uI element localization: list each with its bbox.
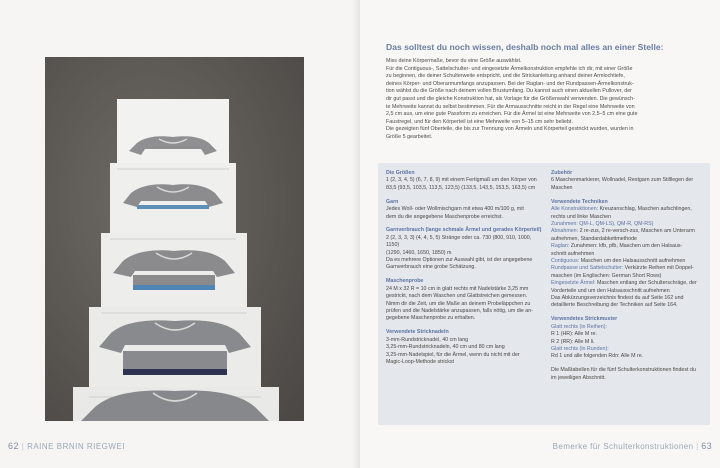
info-text: Verkürzte Reihen mit Doppel-: [623, 265, 694, 272]
info-text: Garnverbrauch eine grobe Schätzung.: [386, 264, 476, 271]
board-1: [117, 99, 229, 169]
intro-line: Die gezeigten fünf Oberteile, die bis zur Trennung von Ärmeln und Körperteil gestrickt wurden, wurden in: [386, 126, 634, 133]
info-subheading: Verwendetes Strickmuster: [551, 316, 618, 323]
info-subheading: Garn: [386, 198, 399, 205]
sweater-4-band: [123, 369, 227, 375]
info-line: [386, 206, 544, 213]
info-text: maschen (im Englischen: German Short Rows): [551, 272, 662, 279]
info-line: [551, 353, 709, 360]
info-text: im jeweiligen Abschnitt.: [551, 374, 606, 381]
info-subheading: Maschenprobe: [386, 278, 424, 285]
info-text: R 1 (HR): Alle M re.: [551, 331, 597, 338]
info-line: [551, 367, 709, 374]
page-number-right: 63: [701, 441, 712, 451]
info-line: [551, 177, 709, 184]
info-text: gestrickt, nach dem Waschen und Glattstreichen gemessen.: [386, 293, 528, 300]
info-subheading: Zubehör: [551, 170, 573, 176]
info-label: Contiguous:: [551, 257, 580, 264]
info-text: schnitt aufnehmen: [551, 250, 595, 257]
page-number-left: 62: [8, 441, 20, 451]
info-line: [386, 293, 544, 300]
intro-line: tion wählst du die Größe nach deinem vollen Brustumfang. Du kannst auch einen aktuellen Pullover, der: [386, 88, 632, 95]
sweater-3-stripe: [133, 285, 215, 290]
info-line: [386, 315, 544, 322]
section-heading: Das solltest du noch wissen, deshalb noch mal alles an einer Stelle:: [386, 42, 664, 52]
info-line: [551, 206, 709, 213]
info-text: 3,25-mm-Rundstricknadeln, 40 cm und 80 cm lang: [386, 344, 505, 351]
info-line: [386, 337, 544, 344]
info-text: Jedes Woll- oder Wollmischgarn mit etwa 400 m/100 g, mit: [386, 206, 524, 213]
info-text: Maschen: [551, 184, 573, 191]
info-text: 3-mm-Rundstricknadel, 40 cm lang: [386, 336, 469, 343]
intro-line: Für die Contiguous-, Sattelschulter- und eingesetzte Ärmelkonstruktion empfehle ich dir, mit einer Größe: [386, 65, 633, 72]
info-line: [551, 228, 709, 235]
footer-left: 62 | RAINE BRNIN RIEGWEI: [8, 441, 126, 451]
intro-line: te Mehrweite kannst du selbst bestimmen. Für die Armausschnitte reicht in der Regel eine Mehrweite von: [386, 103, 635, 110]
info-line: [386, 308, 544, 315]
sweater-photo: [45, 57, 304, 421]
sweater-2-stripe: [137, 205, 209, 209]
info-line: [551, 221, 709, 228]
info-line: [386, 214, 544, 221]
info-line: [386, 301, 544, 308]
info-label: Glatt rechts (in Runden):: [551, 345, 609, 352]
info-label: Zunahmen: QM-L, QM-LS), QM-R, QM-RS): [551, 220, 654, 227]
intro-line: 2,5 cm aus, um eine gute Passform zu erreichen. Für die Ärmel ist eine Mehrweite von 2,5–5 cm eine gute: [386, 111, 638, 118]
book-title: RAINE BRNIN RIEGWEI: [27, 442, 126, 451]
info-subheading: Verwendete Techniken: [551, 198, 608, 205]
info-line: [551, 339, 709, 346]
info-text: aufnehmen, Standardabkettmethode: [551, 235, 637, 242]
info-text: dem du die angegebene Maschenprobe erreichst.: [386, 213, 503, 220]
info-column-left: [386, 170, 544, 366]
info-line: [551, 265, 709, 272]
info-text: Magic-Loop-Methode strickst: [386, 358, 455, 365]
info-subheading: Die Größen: [386, 170, 415, 176]
info-line: [551, 214, 709, 221]
info-text: gegebene Maschenprobe zu erhalten.: [386, 315, 476, 322]
intro-line: Faustregel, und für den Körperteil ist eine Mehrweite von 5–15 cm sehr beliebt.: [386, 118, 573, 125]
info-text: 2 re-zus, 2 re-versch-zus, Maschen am Unterarm: [578, 228, 695, 235]
info-line: [386, 257, 544, 264]
info-line: [386, 250, 544, 257]
info-text: 2 (2, 3, 3, 3) (4, 4, 5, 5) Stränge oder ca. 730 (800, 910, 1000, 1150): [386, 234, 532, 249]
section-title-footer: Bemerke für Schulterkonstruktionen: [552, 442, 694, 451]
info-line: [551, 236, 709, 243]
footer-right: Bemerke für Schulterkonstruktionen | 63: [552, 441, 712, 451]
info-text: Maschen entlang der Schulterschräge, der: [595, 280, 697, 287]
info-text: Die Maßtabellen für die fünf Schulterkonstruktionen findest du: [551, 367, 696, 374]
info-text: detaillierte Beschreibung der Techniken auf Seite 164.: [551, 302, 678, 309]
info-line: [551, 288, 709, 295]
info-line: [551, 258, 709, 265]
info-label: Eingesetzte Ärmel:: [551, 280, 596, 287]
info-text: 6 Maschenmarkierer, Wollnadel, Restgarn zum Stilllegen der: [551, 177, 694, 184]
info-text: (1290, 1460, 1650, 1850) m: [386, 249, 452, 256]
info-line: [386, 264, 544, 271]
info-text: Da es mehrere Optionen zur Auswahl gibt, ist der angegebene: [386, 257, 533, 264]
info-text: Das Abkürzungsverzeichnis findest du auf Seite 162 und: [551, 295, 684, 301]
info-label: Abnahmen:: [551, 228, 579, 235]
info-label: Rundpasse und Sattelschulter:: [551, 265, 624, 272]
info-line: [551, 324, 709, 331]
info-text: 1 (2, 3, 4, 5) (6, 7, 8, 9) mit einem Fertigmaß um den Körper von: [386, 177, 537, 184]
info-line: [386, 177, 544, 184]
info-text: 24 M x 32 R = 10 cm in glatt rechts mit Nadelstärke 3,25 mm: [386, 285, 529, 292]
info-line: [551, 302, 709, 309]
info-line: [386, 185, 544, 192]
info-label: Glatt rechts (in Reihen):: [551, 323, 607, 330]
intro-line: Größe 5 gearbeitet.: [386, 133, 433, 140]
info-text: Maschen um den Halsausschnitt aufnehmen: [579, 257, 686, 264]
info-line: [551, 295, 709, 302]
info-text: Zunahmen: kfb, pfb, Maschen um den Halsaus-: [569, 243, 683, 250]
info-text: 83,5 (93,5, 103,5, 113,5, 123,5) (133,5, 143,5, 153,5, 163,5) cm: [386, 184, 536, 191]
intro-paragraph: [386, 58, 706, 142]
info-text: 3,25-mm-Nadelspiel, für die Ärmel, wenn du nicht mit der: [386, 351, 520, 358]
info-subheading: Garnverbrauch (lange schmale Ärmel und gerades Körperteil): [386, 227, 542, 234]
intro-line: Miss deine Körpermaße, bevor du eine Größe auswählst.: [386, 58, 522, 64]
info-line: [551, 346, 709, 353]
sweater-photo-illustration: [45, 57, 304, 421]
info-line: [551, 185, 709, 192]
info-line: [386, 235, 544, 250]
info-line: [551, 331, 709, 338]
info-line: [386, 352, 544, 359]
info-text: prüfen und die Nadelstärke anzupassen, falls nötig, um die an-: [386, 308, 533, 314]
intro-line: deines Körper- und Oberarmumfangs anzupassen. Bei der Raglan- und der Rundpassen-Ärmelkonstruk-: [386, 80, 634, 87]
info-line: [551, 280, 709, 287]
info-text: Vorderteile und um den Halsausschnitt aufnehmen: [551, 287, 670, 294]
info-text: Nimm dir die Zeit, um die Maße an deinem Probeläppchen zu: [386, 300, 531, 307]
info-line: [386, 286, 544, 293]
info-text: R 2 (RR): Alle M li.: [551, 338, 595, 345]
info-line: [386, 359, 544, 366]
info-subheading: Verwendete Stricknadeln: [386, 329, 449, 336]
info-column-right: [551, 170, 709, 382]
info-line: [551, 375, 709, 382]
info-text: rechts und linke Maschen: [551, 213, 612, 220]
intro-line: dir gut passt und die gleiche Konstruktion hat, als Vorlage für die Größenwahl verwenden. Die gewünsch-: [386, 95, 635, 102]
info-label: Raglan:: [551, 243, 570, 250]
intro-line: zu beginnen, die deiner Schulterweite entspricht, und die Strickanleitung anhand deiner Armlochtiefe,: [386, 73, 625, 80]
info-text: Kreuzanschlag, Maschen aufschlingen,: [598, 206, 692, 213]
info-line: [551, 243, 709, 250]
info-text: Rd 1 und alle folgenden Rdn: Alle M re.: [551, 353, 644, 360]
info-label: Alle Konstruktionen:: [551, 206, 599, 213]
info-line: [386, 344, 544, 351]
info-line: [551, 251, 709, 258]
